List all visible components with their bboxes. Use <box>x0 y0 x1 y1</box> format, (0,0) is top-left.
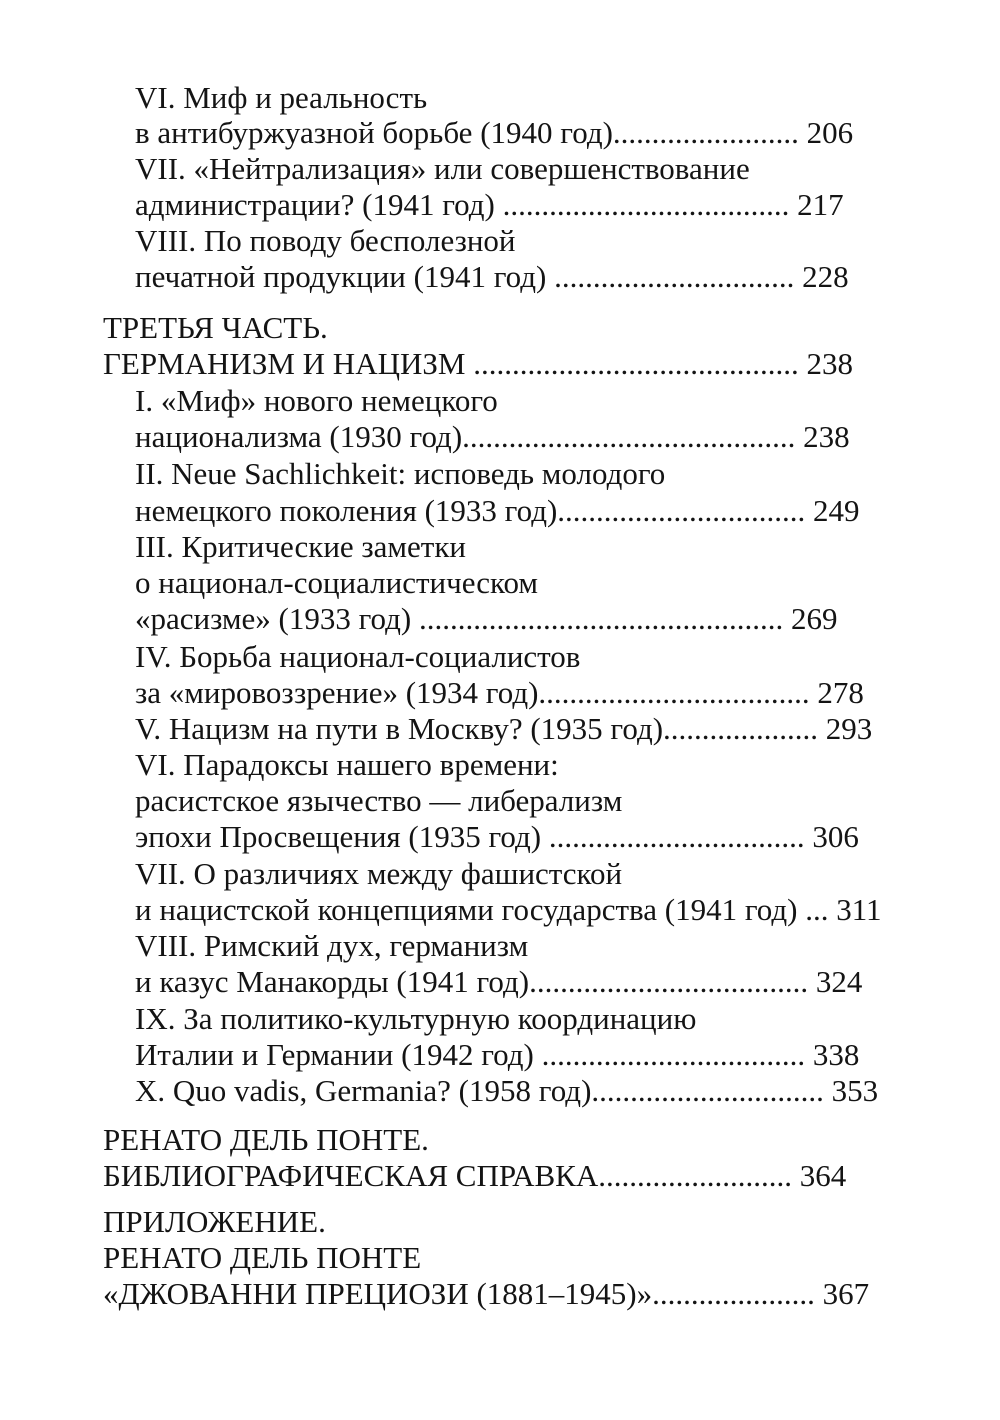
toc-entry-vi-myth-line1: VI. Миф и реальность <box>135 80 428 115</box>
toc-entry-p3-viii-line2: и казус Манакорды (1941 год).................................... 324 <box>135 964 863 999</box>
bibliography-heading-line1: РЕНАТО ДЕЛЬ ПОНТЕ. <box>103 1122 429 1157</box>
toc-entry-p3-iii-line1: III. Критические заметки <box>135 529 466 564</box>
toc-entry-p3-v-line1: V. Нацизм на пути в Москву? (1935 год).................... 293 <box>135 711 873 746</box>
bibliography-heading-line2: БИБЛИОГРАФИЧЕСКАЯ СПРАВКА......................... 364 <box>103 1158 847 1193</box>
toc-entry-p3-ix-line2: Италии и Германии (1942 год) .................................. 338 <box>135 1037 860 1072</box>
toc-entry-viii-useless-print-line2: печатной продукции (1941 год) ............................... 228 <box>135 259 849 294</box>
toc-entry-vii-neutralization-line2: администрации? (1941 год) ..................................... 217 <box>135 187 844 222</box>
toc-entry-p3-iii-line3: «расизме» (1933 год) ............................................... 269 <box>135 601 838 636</box>
toc-entry-p3-ii-line2: немецкого поколения (1933 год)................................ 249 <box>135 493 860 528</box>
appendix-heading-line2: РЕНАТО ДЕЛЬ ПОНТЕ <box>103 1240 422 1275</box>
toc-entry-p3-viii-line1: VIII. Римский дух, германизм <box>135 928 529 963</box>
toc-entry-vi-myth-line2: в антибуржуазной борьбе (1940 год)........................ 206 <box>135 115 854 150</box>
part-three-heading-line2: ГЕРМАНИЗМ И НАЦИЗМ .......................................... 238 <box>103 346 853 381</box>
toc-entry-p3-vii-line1: VII. О различиях между фашистской <box>135 856 623 891</box>
toc-entry-p3-x-line1: X. Quo vadis, Germania? (1958 год).............................. 353 <box>135 1073 879 1108</box>
appendix-heading-line3: «ДЖОВАННИ ПРЕЦИОЗИ (1881–1945)»..................... 367 <box>103 1276 870 1311</box>
toc-entry-p3-iv-line1: IV. Борьба национал-социалистов <box>135 639 581 674</box>
toc-entry-p3-vi-line1: VI. Парадоксы нашего времени: <box>135 747 559 782</box>
toc-entry-p3-i-line2: национализма (1930 год)........................................... 238 <box>135 419 850 454</box>
toc-entry-viii-useless-print-line1: VIII. По поводу бесполезной <box>135 223 516 258</box>
toc-entry-p3-vi-line2: расистское язычество — либерализм <box>135 783 623 818</box>
part-three-heading-line1: ТРЕТЬЯ ЧАСТЬ. <box>103 310 328 345</box>
appendix-heading-line1: ПРИЛОЖЕНИЕ. <box>103 1204 326 1239</box>
toc-entry-vii-neutralization-line1: VII. «Нейтрализация» или совершенствование <box>135 151 750 186</box>
toc-entry-p3-iii-line2: о национал-социалистическом <box>135 565 539 600</box>
toc-entry-p3-iv-line2: за «мировоззрение» (1934 год)................................... 278 <box>135 675 864 710</box>
toc-entry-p3-vi-line3: эпохи Просвещения (1935 год) ................................. 306 <box>135 819 859 854</box>
toc-entry-p3-ii-line1: II. Neue Sachlichkeit: исповедь молодого <box>135 456 666 491</box>
toc-entry-p3-vii-line2: и нацистской концепциями государства (1941 год) ... 311 <box>135 892 882 927</box>
toc-entry-p3-i-line1: I. «Миф» нового немецкого <box>135 383 498 418</box>
toc-entry-p3-ix-line1: IX. За политико-культурную координацию <box>135 1001 697 1036</box>
